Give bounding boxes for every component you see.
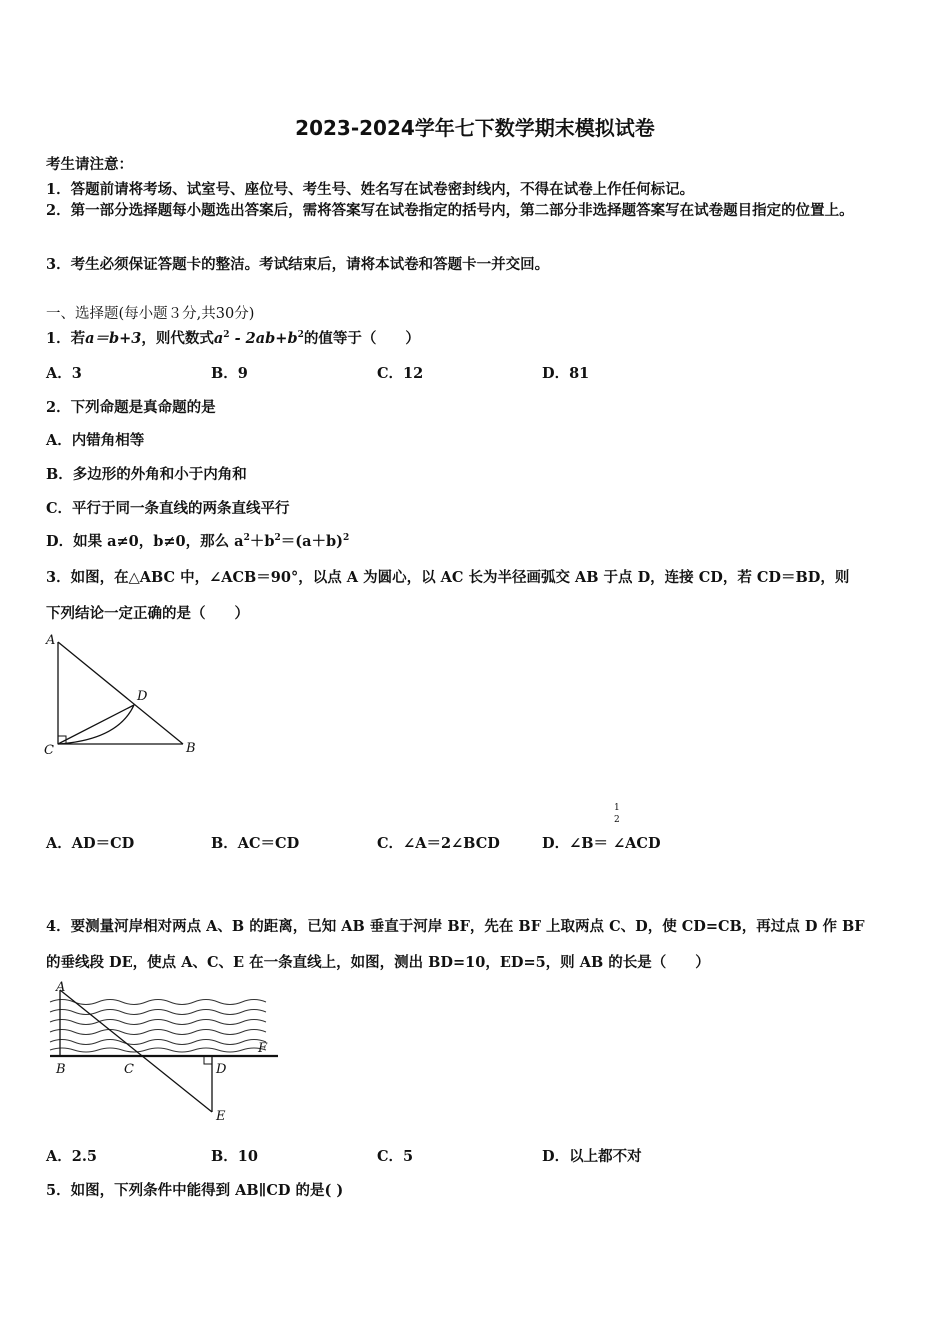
q2-option-a[interactable]: A．内错角相等: [46, 432, 145, 449]
q2-option-d[interactable]: D．如果 a≠0，b≠0，那么 $a^2+b^2=(a+b)^2$: [46, 533, 350, 550]
q5-stem: 5．如图，下列条件中能得到 AB∥CD 的是( ): [46, 1182, 344, 1199]
q4-label-d: D: [216, 1062, 227, 1077]
q4-stem-line1: 4．要测量河岸相对两点 A、B 的距离，已知 AB 垂直于河岸 BF，先在 BF 上取两点 C、D，使 CD=CB，再过点 D 作 BF: [46, 918, 865, 935]
q1-option-a[interactable]: A．3: [46, 365, 82, 382]
q4-label-e: E: [216, 1109, 226, 1124]
q3-triangle-figure: [40, 628, 210, 763]
page-title: 2023-2024学年七下数学期末模拟试卷: [295, 116, 655, 140]
q2-stem: 2．下列命题是真命题的是: [46, 399, 216, 416]
q3-option-c[interactable]: C．∠A＝2∠BCD: [377, 835, 500, 852]
q3-fraction-denominator: 2: [614, 815, 620, 825]
q3-label-c: C: [44, 743, 54, 758]
q3-label-a: A: [46, 633, 56, 648]
q4-label-a: A: [56, 980, 66, 995]
q3-stem-line1: 3．如图，在△ABC 中，∠ACB＝90°，以点 A 为圆心，以 AC 长为半径画弧交 AB 于点 D，连接 CD，若 CD＝BD，则: [46, 569, 850, 586]
notice-item-1: 1．答题前请将考场、试室号、座位号、考生号、姓名写在试卷密封线内，不得在试卷上作任何标记。: [46, 181, 695, 198]
q3-fraction-numerator: 1: [614, 803, 620, 813]
q4-option-c[interactable]: C．5: [377, 1148, 414, 1165]
section-heading: 一、选择题(每小题３分,共30分): [46, 306, 255, 322]
q3-fraction: [614, 802, 620, 826]
q3-label-b: B: [186, 741, 196, 756]
q2-option-b[interactable]: B．多边形的外角和小于内角和: [46, 466, 247, 483]
q1-option-d[interactable]: D．81: [542, 365, 590, 382]
q4-option-a[interactable]: A．2.5: [46, 1148, 97, 1165]
q4-label-c: C: [124, 1062, 134, 1077]
q2-option-c[interactable]: C．平行于同一条直线的两条直线平行: [46, 500, 290, 517]
q4-option-d[interactable]: D．以上都不对: [542, 1148, 642, 1165]
q4-stem-line2: 的垂线段 DE，使点 A、C、E 在一条直线上，如图，测出 BD=10，ED=5，则 AB 的长是（ ）: [46, 954, 710, 971]
q3-option-d[interactable]: D．∠B＝ ∠ACD: [542, 835, 661, 852]
q3-label-d: D: [137, 689, 148, 704]
q4-option-b[interactable]: B．10: [211, 1148, 258, 1165]
q1-option-c[interactable]: C．12: [377, 365, 424, 382]
q4-river-figure: [40, 978, 290, 1128]
q3-option-b[interactable]: B．AC＝CD: [211, 835, 300, 852]
q3-option-a[interactable]: A．AD＝CD: [46, 835, 135, 852]
q1-stem: 1．若a＝b+3，则代数式$a^2 - 2ab+b^2$的值等于（ ）: [46, 330, 420, 347]
q4-label-f: F: [258, 1041, 268, 1056]
q4-label-b: B: [56, 1062, 66, 1077]
notice-item-3: 3．考生必须保证答题卡的整洁。考试结束后，请将本试卷和答题卡一并交回。: [46, 256, 550, 273]
notice-item-2: 2．第一部分选择题每小题选出答案后，需将答案写在试卷指定的括号内，第二部分非选择题答案写在试卷题目指定的位置上。: [46, 202, 854, 219]
q1-option-b[interactable]: B．9: [211, 365, 248, 382]
q3-stem-line2: 下列结论一定正确的是（ ）: [46, 605, 249, 622]
notice-heading: 考生请注意：: [46, 156, 133, 173]
